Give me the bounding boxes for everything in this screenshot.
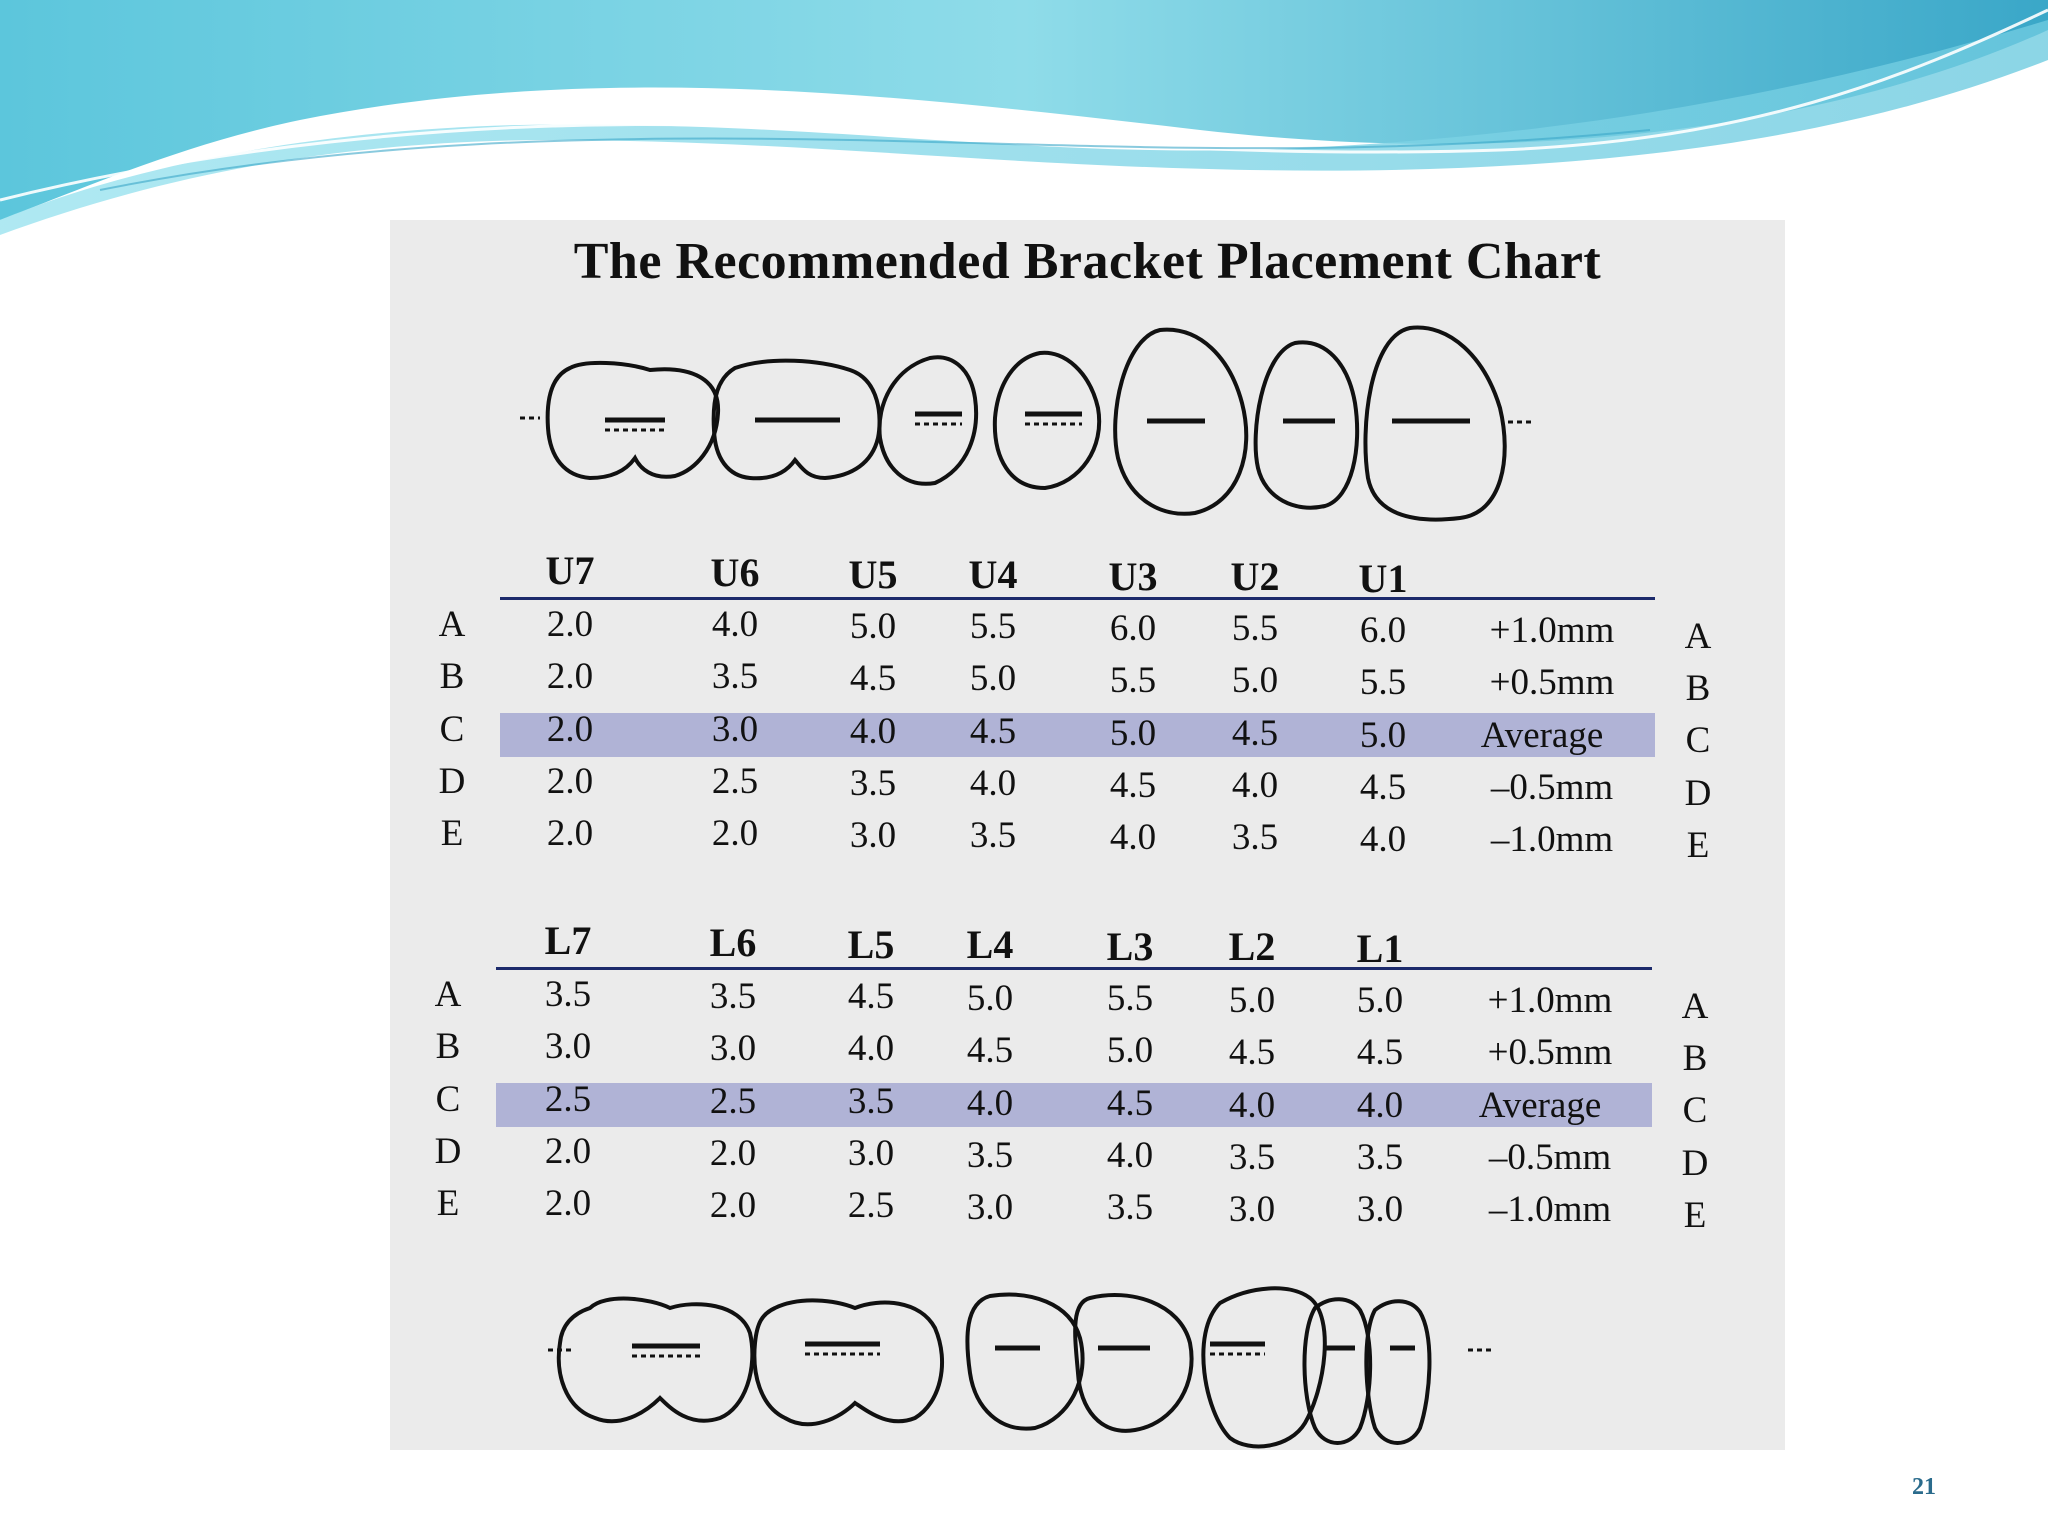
table-cell: 2.0 — [544, 1131, 592, 1172]
row-label-d: D — [434, 1131, 462, 1172]
tooth-u5-outline — [879, 357, 976, 484]
row-label-b: B — [435, 1026, 461, 1067]
tooth-l7-outline — [559, 1299, 753, 1422]
table-cell: 5.5 — [1106, 978, 1154, 1019]
table-cell: 4.5 — [1359, 767, 1407, 808]
table-cell: 4.5 — [1106, 1083, 1154, 1124]
table-cell: 4.0 — [1231, 765, 1279, 806]
col-header-l2: L2 — [1228, 924, 1276, 969]
table-cell: 2.0 — [546, 656, 594, 697]
adjustment-cell: Average — [1480, 715, 1604, 756]
row-label-a-right: A — [1681, 986, 1709, 1027]
table-cell: 2.5 — [847, 1185, 895, 1226]
table-cell: 3.0 — [849, 815, 897, 856]
adjustment-cell: –0.5mm — [1488, 1137, 1612, 1178]
table-cell: 2.5 — [709, 1081, 757, 1122]
table-cell: 5.0 — [1231, 660, 1279, 701]
table-cell: 3.0 — [1356, 1189, 1404, 1230]
table-cell: 3.5 — [1106, 1187, 1154, 1228]
table-cell: 5.0 — [1228, 980, 1276, 1021]
table-cell: 2.0 — [711, 813, 759, 854]
col-header-u4: U4 — [968, 552, 1018, 597]
table-cell: 4.5 — [966, 1030, 1014, 1071]
table-cell: 4.5 — [847, 976, 895, 1017]
table-cell: 6.0 — [1109, 608, 1157, 649]
table-cell: 3.5 — [1231, 817, 1279, 858]
table-cell: 3.5 — [969, 815, 1017, 856]
row-label-b-right: B — [1682, 1038, 1708, 1079]
table-cell: 4.0 — [1228, 1085, 1276, 1126]
table-cell: 5.0 — [969, 658, 1017, 699]
row-label-b: B — [439, 656, 465, 697]
table-cell: 3.0 — [711, 709, 759, 750]
adjustment-cell: –1.0mm — [1488, 1189, 1612, 1230]
row-label-e: E — [440, 813, 464, 854]
adjustment-cell: +1.0mm — [1489, 610, 1615, 651]
table-cell: 3.5 — [1228, 1137, 1276, 1178]
table-cell: 4.0 — [711, 604, 759, 645]
table-cell: 2.0 — [709, 1185, 757, 1226]
table-cell: 4.5 — [849, 658, 897, 699]
table-cell: 4.0 — [1356, 1085, 1404, 1126]
table-cell: 6.0 — [1359, 610, 1407, 651]
table-cell: 4.5 — [1356, 1032, 1404, 1073]
adjustment-cell: –0.5mm — [1490, 767, 1614, 808]
row-label-d: D — [438, 761, 466, 802]
table-cell: 4.5 — [1231, 713, 1279, 754]
header-rule — [496, 967, 1652, 970]
table-cell: 2.0 — [709, 1133, 757, 1174]
row-label-d-right: D — [1681, 1143, 1709, 1184]
tooth-u4-outline — [995, 353, 1099, 488]
adjustment-cell: –1.0mm — [1490, 819, 1614, 860]
tooth-l1-outline — [1366, 1301, 1429, 1443]
lower-teeth-diagram — [390, 1278, 1785, 1458]
table-cell: 3.5 — [847, 1081, 895, 1122]
table-cell: 4.0 — [1109, 817, 1157, 858]
table-cell: 3.0 — [544, 1026, 592, 1067]
table-cell: 3.5 — [711, 656, 759, 697]
row-label-d-right: D — [1684, 773, 1712, 814]
table-cell: 5.0 — [966, 978, 1014, 1019]
table-cell: 3.0 — [847, 1133, 895, 1174]
row-label-a: A — [434, 974, 462, 1015]
table-cell: 4.0 — [966, 1083, 1014, 1124]
wave-banner — [0, 0, 2048, 240]
table-cell: 3.0 — [709, 1028, 757, 1069]
header-rule — [500, 597, 1655, 600]
table-cell: 3.5 — [709, 976, 757, 1017]
table-cell: 5.0 — [1359, 715, 1407, 756]
chart-title: The Recommended Bracket Placement Chart — [573, 233, 1602, 290]
col-header-u2: U2 — [1230, 554, 1280, 599]
table-cell: 5.0 — [849, 606, 897, 647]
row-label-e: E — [436, 1183, 460, 1224]
tooth-l3-outline — [1203, 1288, 1324, 1446]
tooth-l4-outline — [1075, 1295, 1191, 1431]
table-cell: 3.5 — [849, 763, 897, 804]
col-header-u5: U5 — [848, 552, 898, 597]
row-label-a-right: A — [1684, 616, 1712, 657]
upper-teeth-diagram — [390, 318, 1785, 528]
table-cell: 2.0 — [546, 604, 594, 645]
col-header-u1: U1 — [1358, 556, 1408, 601]
tooth-l6-outline — [754, 1300, 942, 1424]
col-header-u3: U3 — [1108, 554, 1158, 599]
table-cell: 5.5 — [1359, 662, 1407, 703]
table-cell: 2.5 — [544, 1079, 592, 1120]
row-label-a: A — [438, 604, 466, 645]
adjustment-cell: Average — [1478, 1085, 1602, 1126]
table-cell: 2.0 — [546, 813, 594, 854]
row-label-c: C — [439, 709, 465, 750]
adjustment-cell: +0.5mm — [1487, 1032, 1613, 1073]
table-cell: 2.0 — [546, 709, 594, 750]
table-cell: 4.5 — [1228, 1032, 1276, 1073]
table-cell: 3.0 — [1228, 1189, 1276, 1230]
table-cell: 4.5 — [969, 711, 1017, 752]
row-label-c-right: C — [1682, 1090, 1708, 1131]
table-cell: 5.5 — [1231, 608, 1279, 649]
col-header-l3: L3 — [1106, 924, 1154, 969]
row-label-e-right: E — [1683, 1195, 1707, 1236]
col-header-l6: L6 — [709, 920, 757, 965]
table-cell: 3.5 — [966, 1135, 1014, 1176]
col-header-l4: L4 — [966, 922, 1014, 967]
table-cell: 5.0 — [1106, 1030, 1154, 1071]
table-cell: 3.0 — [966, 1187, 1014, 1228]
table-cell: 4.0 — [1359, 819, 1407, 860]
tooth-l5-outline — [967, 1295, 1082, 1429]
table-cell: 5.0 — [1356, 980, 1404, 1021]
table-cell: 3.5 — [1356, 1137, 1404, 1178]
table-cell: 4.0 — [849, 711, 897, 752]
page-number: 21 — [1912, 1474, 1936, 1500]
table-cell: 2.0 — [544, 1183, 592, 1224]
table-cell: 4.5 — [1109, 765, 1157, 806]
row-label-e-right: E — [1686, 825, 1710, 866]
tooth-u1-outline — [1365, 328, 1504, 520]
col-header-u7: U7 — [545, 548, 595, 593]
upper-table — [390, 545, 1785, 875]
table-cell: 5.0 — [1109, 713, 1157, 754]
row-label-c-right: C — [1685, 720, 1711, 761]
col-header-l5: L5 — [847, 922, 895, 967]
adjustment-cell: +0.5mm — [1489, 662, 1615, 703]
table-cell: 4.0 — [969, 763, 1017, 804]
table-cell: 4.0 — [847, 1028, 895, 1069]
row-label-c: C — [435, 1079, 461, 1120]
col-header-l7: L7 — [544, 918, 592, 963]
table-cell: 2.0 — [546, 761, 594, 802]
table-cell: 5.5 — [969, 606, 1017, 647]
adjustment-cell: +1.0mm — [1487, 980, 1613, 1021]
col-header-u6: U6 — [710, 550, 760, 595]
table-cell: 5.5 — [1109, 660, 1157, 701]
tooth-u2-outline — [1256, 342, 1358, 507]
table-cell: 2.5 — [711, 761, 759, 802]
table-cell: 4.0 — [1106, 1135, 1154, 1176]
row-label-b-right: B — [1685, 668, 1711, 709]
table-cell: 3.5 — [544, 974, 592, 1015]
col-header-l1: L1 — [1356, 926, 1404, 971]
tooth-l2-outline — [1304, 1299, 1370, 1443]
lower-table — [390, 915, 1785, 1245]
